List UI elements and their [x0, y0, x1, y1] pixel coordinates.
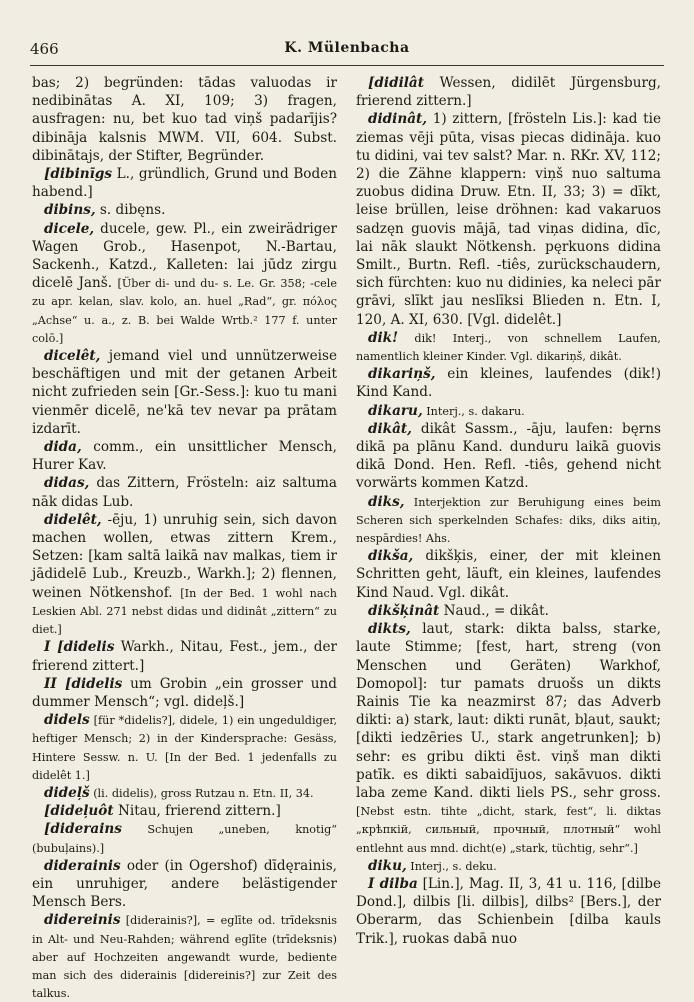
entry-text: [Lin.], Mag. II, 3, 41 u. 116, [dilbe Dond.], dilbis [li. dilbis], dilbs² [Bers.], der Oberarm, das Schienbein [dilba kauls Trik.], ruokas dabā nuo	[356, 875, 661, 947]
entry	[32, 165, 337, 201]
entry-text: das Zittern, Frösteln: aiz saltuma nāk didas Lub.	[32, 475, 337, 510]
entry-text: Wessen, didilēt Jürgensburg, frierend zittern.]	[356, 75, 661, 110]
entry-text: dik! Interj., von schnellem Laufen, namentlich kleiner Kinder. Vgl. dikariņš, dikât.	[356, 331, 661, 364]
entry-text: [diderainis?], = eglīte od. trīdeksnis in Alt- und Neu-Rahden; während eglīte (trīdeksnis) aber auf Hochzeiten angewandt wurde, bediente man sich des diderainis [didereinis?] zur Zeit des talkus.	[32, 914, 337, 1001]
entry	[356, 110, 661, 328]
entry-text: 1) zittern, [frösteln Lis.]: kad tie ziemas vēji pūta, visas piecas didināja. kuo tu didini, vai tev salst? Mar. n. RKr. XV, 112; 2) die Zähne klappern: viņš nuo saltuma zuobus didina Druw. Etn. II, 33; 3) = dīkt, leise brüllen, leise dröhnen: kad vakaruos sadzęn guovis mājā, tad viņas didina, dīc, lai nāk slaukt Nötkensh. pęrkuons didina Smilt., Burtn. Refl. -tiês, zurückschaudern, sich fürchten: kuo nu didinies, ka neleci pār grāvi, slīkt jau neslīksi Blieden n. Etn. I, 120, A. XI, 630. [Vgl. didelêt.]	[356, 111, 661, 328]
entry-text: Interj., s. dakaru.	[422, 404, 525, 418]
entry	[32, 802, 337, 820]
headword: dideļš	[44, 784, 90, 801]
headword: [didilât	[368, 75, 425, 91]
entry-text: Interjektion zur Beruhigung eines beim Scheren sich sperkelnden Schafes: diks, diks aitiņ, nespārdies! Ahs.	[356, 495, 661, 546]
entry-text: laut, stark: dikta balss, starke, laute Stimme; [fest, hart, streng (von Menschen und Geräten) Warkhof, Domopol]: tur pamats druošs un dikts Rainis Tie ka neazmirst 87; das Adverb dikti: a) stark, laut: dikti runāt, bļaut, saukt; [dikti iedzēries U., stark angetrunken]; b) sehr: es gribu dikti ēst. viņš man dikti patīk. es dikti sabaidījuos, sakāvuos. dikti laba zeme Kand. dikti liels PS., sehr gross.	[356, 621, 661, 801]
headword: dicelêt,	[44, 348, 101, 365]
headword: diku,	[368, 857, 407, 874]
entry	[356, 857, 661, 875]
entry-text: Nitau, frierend zittern.]	[113, 803, 281, 820]
entry	[32, 220, 337, 347]
right-column	[356, 74, 661, 948]
entry	[356, 402, 661, 420]
entry-text: Warkh., Nitau, Fest., jem., der frierend zittert.]	[32, 639, 338, 674]
entry	[356, 875, 661, 948]
headword: dikts,	[368, 621, 411, 638]
entry	[32, 820, 337, 856]
headword: didels	[44, 712, 90, 729]
entry-text: dikât Sassm., -āju, laufen: bęrns dikā pa plānu Kand. dunduru laikā guovis dikā Dond. Hen. Refl. -tiês, gehend nicht vorwärts kommen Katzd.	[356, 420, 661, 492]
headword: dikât,	[368, 420, 412, 437]
headword: didereinis	[44, 912, 121, 929]
headword: didinât,	[368, 111, 428, 128]
entry	[356, 620, 661, 857]
headword: diks,	[368, 493, 405, 510]
left-column	[32, 74, 337, 1002]
headword: dikšķinât	[368, 602, 440, 619]
entry	[356, 420, 661, 493]
entry-text: um Grobin „ein grosser und dummer Mensch“; vgl. dideļš.]	[32, 675, 337, 710]
entry	[32, 675, 337, 711]
entry	[32, 74, 337, 165]
entry-text: comm., ein unsittlicher Mensch, Hurer Kav.	[32, 439, 337, 474]
entry	[356, 329, 661, 365]
headword: [diderains	[44, 821, 122, 838]
headword: dicele,	[44, 220, 95, 237]
headword: I dilba	[368, 875, 418, 892]
entry	[32, 638, 337, 674]
running-head: K. Mülenbacha	[284, 40, 410, 56]
entry-text: Naud., = dikât.	[439, 602, 549, 619]
headword: [dibinīgs	[44, 166, 112, 183]
entry-text: ducele, gew. Pl., ein zweirädriger Wagen Grob., Hasenpot, N.-Bartau, Sackenh., Katzd., Kalleten: lai jūdz zirgu dicelē Janš.	[32, 220, 337, 292]
headword: diderainis	[44, 857, 121, 874]
entry	[32, 474, 337, 510]
entry-text: Schujen „uneben, knotig“ (bubuļains).]	[32, 823, 337, 855]
entry-text: L., gründlich, Grund und Boden habend.]	[32, 166, 337, 201]
entry	[32, 857, 337, 912]
entry	[32, 347, 337, 438]
entry	[32, 711, 337, 784]
headword: II [didelis	[44, 675, 123, 692]
entry-text: (li. didelis), gross Rutzau n. Etn. II, 34.	[89, 786, 314, 800]
entry	[356, 74, 661, 110]
entry-text: -ēju, 1) unruhig sein, sich davon machen wollen, etwas zittern Krem., Setzen: [kam saltā laikā nav malkas, tiem ir jādidelē Lub., Kreuzb., Warkh.]; 2) flennen, weinen Nötkenshof.	[32, 511, 337, 601]
entry	[356, 602, 661, 620]
entry	[356, 493, 661, 548]
entry-text: s. dibęns.	[95, 202, 166, 219]
headword: dikaru,	[368, 402, 423, 419]
etymology-note: [Über di- und du- s. Le. Gr. 358; -cele zu apr. kelan, slav. kolo, an. huel „Rad“, gr. πόλος „Achse“ u. a., z. B. bei Walde Wrtb.² 177 f. unter colō.]	[32, 277, 337, 345]
headword: dikša,	[368, 548, 414, 565]
headword: dik!	[368, 329, 399, 346]
headword: I [didelis	[44, 639, 115, 656]
entry	[32, 784, 337, 802]
entry-text: jemand viel und unnützerweise beschäftigen und mit der getanen Arbeit nicht zufrieden sein [Gr.-Sess.]: kuo tu mani vienmēr dicelē, ne'kā tev nevar pa prātam izdarīt.	[32, 348, 337, 437]
header-rule	[30, 65, 664, 66]
entry	[32, 911, 337, 1002]
entry-text: dikšķis, einer, der mit kleinen Schritten geht, läuft, ein kleines, laufendes Kind Naud. Vgl. dikât.	[356, 548, 661, 601]
etymology-note: [In der Bed. 1 wohl nach Leskien Abl. 271 nebst didas und didinât „zittern“ zu diet.]	[32, 586, 337, 637]
entry-text: oder (in Ogershof) dīdęrainis, ein unruhiger, andere belästigender Mensch Bers.	[32, 857, 337, 911]
headword: dibins,	[44, 202, 96, 219]
entry-text: bas; 2) begründen: tādas valuodas ir nedibinātas A. XI, 109; 3) fragen, ausfragen: nu, bet kuo tad viņš padarījis? dibināja kalsnis MWM. VII, 604. Subst. dibinātajs, der Stifter, Begründer.	[32, 75, 337, 164]
headword: didas,	[44, 475, 90, 492]
headword: dikariņš,	[368, 366, 436, 383]
entry-text: [für *didelis?], didele, 1) ein ungeduldiger, heftiger Mensch; 2) in der Kindersprache: Gesäss, Hintere Sessw. n. U. [In der Bed. 1 jedenfalls zu didelêt 1.]	[32, 714, 337, 782]
entry-text: Interj., s. deku.	[406, 859, 497, 873]
headword: dida,	[44, 439, 82, 456]
page-number: 466	[30, 40, 59, 58]
entry	[32, 438, 337, 474]
entry-text: ein kleines, laufendes (dik!) Kind Kand.	[356, 366, 661, 401]
etymology-note: [Nebst estn. tihte „dicht, stark, fest“, li. diktas „крѣпкій, сильный, прочный, плотный“ wohl entlehnt aus mnd. dicht(e) „stark, tüchtig, sehr“.]	[356, 805, 661, 855]
entry	[356, 547, 661, 602]
entry	[32, 511, 337, 638]
headword: [dideļuôt	[44, 803, 114, 820]
headword: didelêt,	[44, 511, 102, 528]
entry	[32, 201, 337, 219]
entry	[356, 365, 661, 401]
